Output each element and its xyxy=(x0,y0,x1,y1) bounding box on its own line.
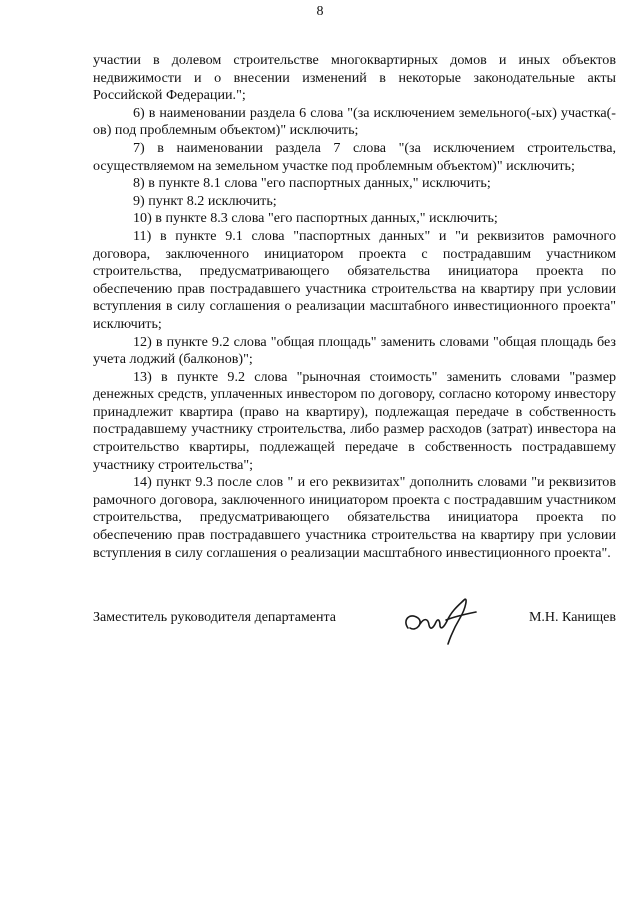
document-body xyxy=(93,52,616,562)
handwritten-signature xyxy=(400,594,490,646)
paragraph-item-12: 12) в пункте 9.2 слова "общая площадь" заменить словами "общая площадь без учета лоджий (балконов)"; xyxy=(93,333,616,368)
paragraph-item-9: 9) пункт 8.2 исключить; xyxy=(133,192,277,209)
paragraph-item-6: 6) в наименовании раздела 6 слова "(за исключением земельного(-ых) участка(-ов) под проблемным объектом)" исключить; xyxy=(93,104,616,139)
paragraph-item-10: 10) в пункте 8.3 слова "его паспортных данных," исключить; xyxy=(133,210,498,227)
signature-block xyxy=(93,584,616,654)
paragraph-item-7: 7) в наименовании раздела 7 слова "(за исключением строительства, осуществляемом на земельном участке под проблемным объектом)" исключить; xyxy=(93,139,616,174)
paragraph-item-14: 14) пункт 9.3 после слов " и его реквизитах" дополнить словами "и реквизитов рамочного договора, заключенного инициатором проекта с пострадавшим участником строительства, предусматривающего обязательства инициатора проекта по обеспечению прав пострадавшего участника строительства на квартиру при условии вступления в силу соглашения о реализации масштабного инвестиционного проекта". xyxy=(93,474,616,561)
signatory-title: Заместитель руководителя департамента xyxy=(93,610,336,625)
signatory-name: М.Н. Канищев xyxy=(528,610,616,625)
page-number: 8 xyxy=(316,4,324,19)
paragraph-item-11: 11) в пункте 9.1 слова "паспортных данных" и "и реквизитов рамочного договора, заключенного инициатором проекта с пострадавшим участником строительства, предусматривающего обязательства инициатора проекта по обеспечению прав пострадавшего участника строительства на квартиру при условии вступления в силу соглашения о реализации масштабного инвестиционного проекта" исключить; xyxy=(93,227,616,332)
paragraph-continuation: участии в долевом строительстве многоквартирных домов и иных объектов недвижимости и о внесении изменений в некоторые законодательные акты Российской Федерации."; xyxy=(93,52,616,104)
paragraph-item-13: 13) в пункте 9.2 слова "рыночная стоимость" заменить словами "размер денежных средств, уплаченных инвестором по договору, согласно которому инвестору принадлежит квартира (право на квартиру), подлежащая передаче в собственность пострадавшему участнику строительства, либо размер расходов (затрат) инвестора на строительство квартиры, подлежащей передаче в собственность пострадавшему участнику строительства"; xyxy=(93,368,616,473)
paragraph-item-8: 8) в пункте 8.1 слова "его паспортных данных," исключить; xyxy=(133,175,491,192)
